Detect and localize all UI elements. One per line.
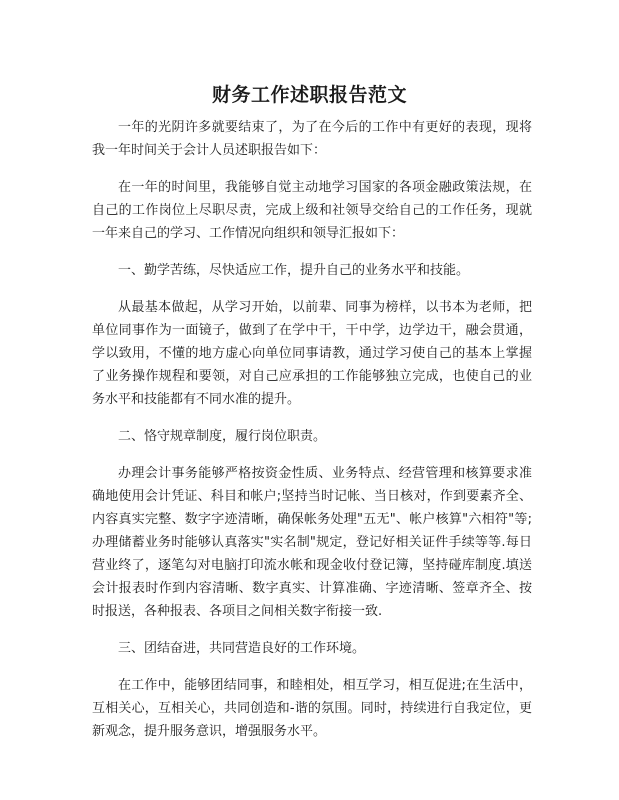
document-body: [92, 116, 532, 757]
overview-paragraph: 在一年的时间里，我能够自觉主动地学习国家的各项金融政策法规，在自己的工作岗位上尽职尽责，完成上级和社领导交给自己的工作任务，现就一年来自己的学习、工作情况向组织和领导汇报如下：: [92, 180, 532, 241]
intro-paragraph: 一年的光阴许多就要结束了，为了在今后的工作中有更好的表现，现将我一年时间关于会计人员述职报告如下：: [92, 120, 532, 158]
document-title: 财务工作述职报告范文: [211, 84, 407, 106]
section-paragraph-1: 从最基本做起，从学习开始，以前辈、同事为榜样，以书本为老师，把单位同事作为一面镜子，做到了在学中干，干中学，边学边干，融会贯通，学以致用，不懂的地方虚心向单位同事请教，通过学习使自己的基本上掌握了业务操作规程和要领，对自己应承担的工作能够独立完成，也使自己的业务水平和技能都有不同水准的提升。: [92, 300, 532, 407]
section-paragraph-3: 在工作中，能够团结同事，和睦相处，相互学习，相互促进;在生活中，互相关心，互相关心，共同创造和-谐的氛围。同时，持续进行自我定位，更新观念，提升服务意识，增强服务水平。: [92, 678, 532, 739]
section-heading-2: 二、恪守规章制度，履行岗位职责。: [118, 429, 327, 444]
section-heading-3: 三、团结奋进，共同营造良好的工作环境。: [118, 641, 366, 656]
section-paragraph-2: 办理会计事务能够严格按资金性质、业务特点、经营管理和核算要求准确地使用会计凭证、科目和帐户;坚持当时记帐、当日核对，作到要素齐全、内容真实完整、数字字迹清晰，确保帐务处理"五无"、帐户核算"六相符"等;办理储蓄业务时能够认真落实"实名制"规定，登记好相关证件手续等等.每日营业终了，逐笔勾对电脑打印流水帐和现金收付登记簿，坚持碰库制度.填送会计报表时作到内容清晰、数字真实、计算准确、字迹清晰、签章齐全、按时报送，各种报表、各项目之间相关数字衔接一致.: [92, 466, 532, 619]
section-heading-1: 一、勤学苦练，尽快适应工作，提升自己的业务水平和技能。: [118, 263, 470, 278]
